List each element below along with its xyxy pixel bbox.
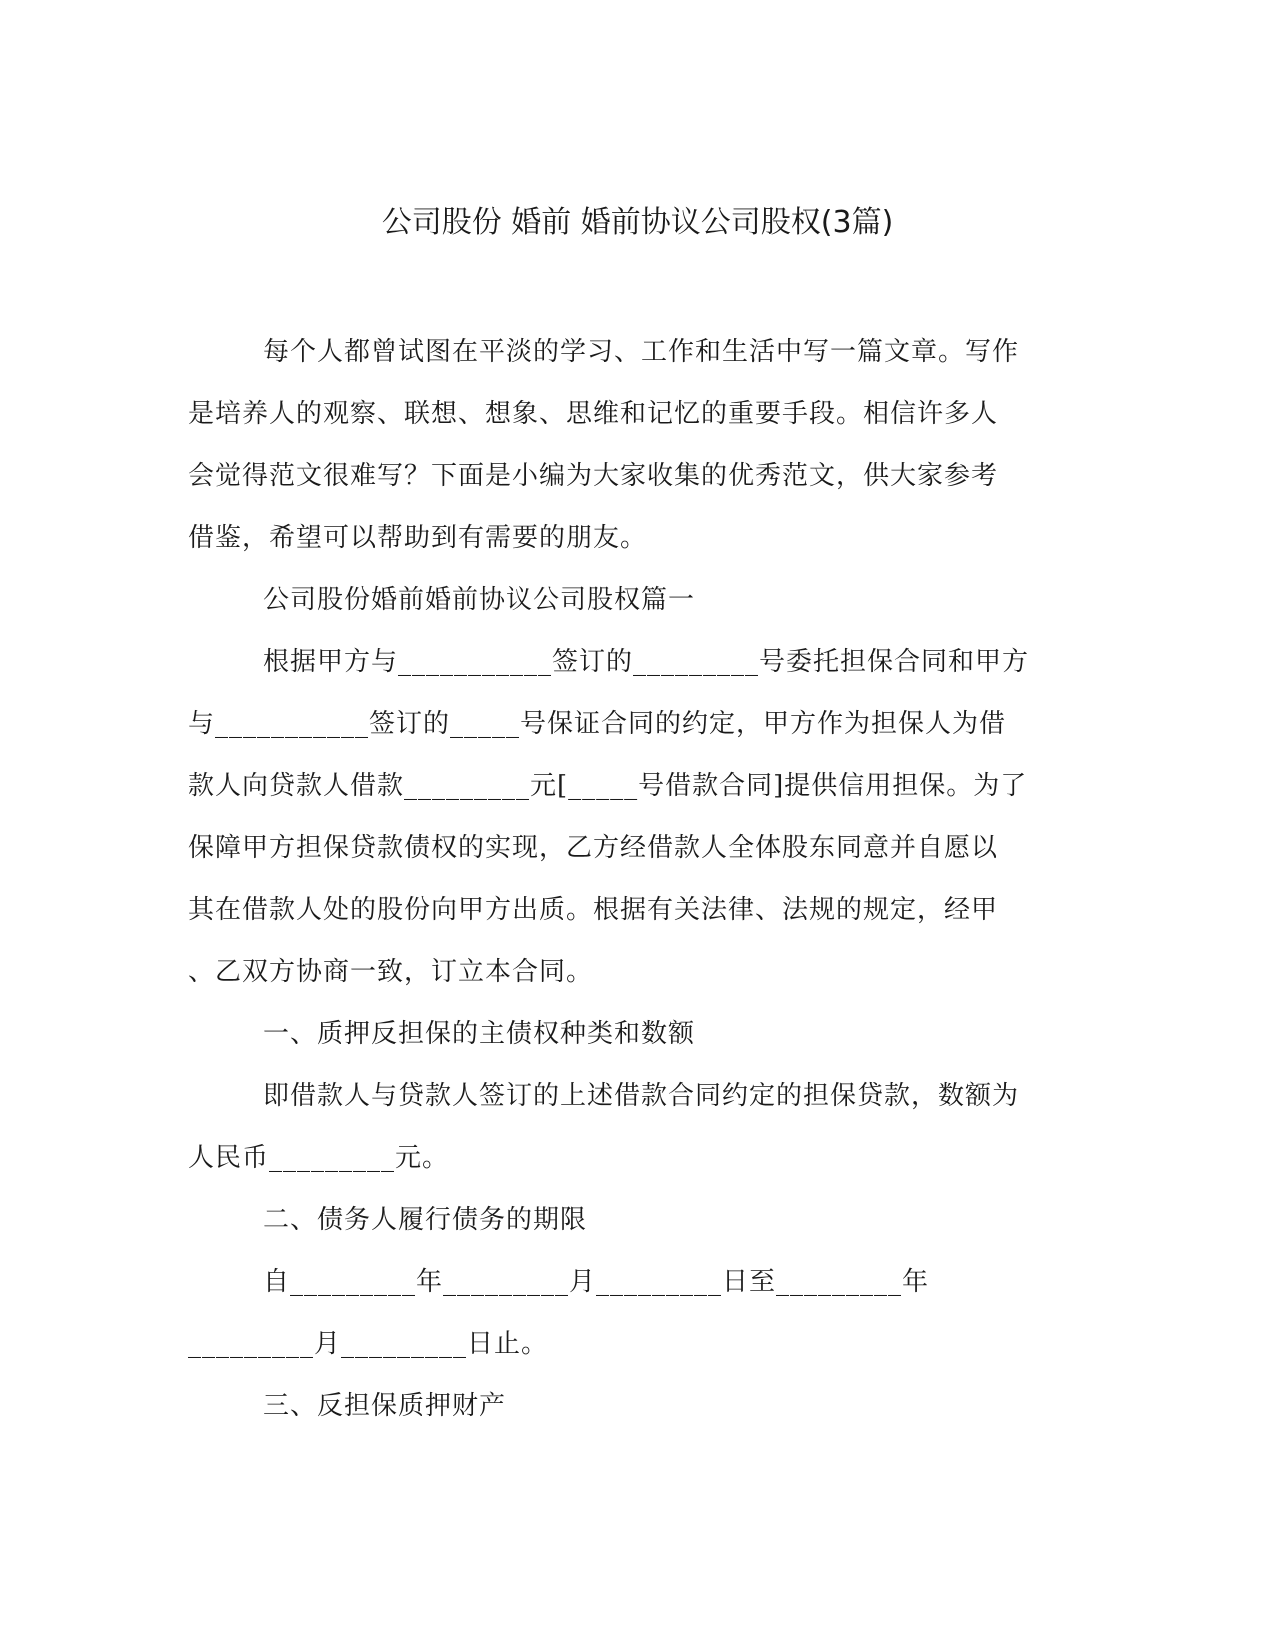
text-line: 即借款人与贷款人签订的上述借款合同约定的担保贷款，数额为 [263, 1081, 1020, 1111]
text-line: 其在借款人处的股份向甲方出质。根据有关法律、法规的规定，经甲 [188, 895, 999, 925]
text-line: 、乙双方协商一致，订立本合同。 [188, 957, 594, 987]
clause-heading: 一、质押反担保的主债权种类和数额 [263, 1019, 696, 1049]
text-line: 人民币_________元。 [188, 1143, 450, 1173]
section-heading: 公司股份婚前婚前协议公司股权篇一 [263, 585, 696, 615]
text-line: 与___________签订的_____号保证合同的约定，甲方作为担保人为借 [188, 709, 1007, 739]
text-line: 根据甲方与___________签订的_________号委托担保合同和甲方 [263, 647, 1030, 677]
text-line: 会觉得范文很难写？下面是小编为大家收集的优秀范文，供大家参考 [188, 461, 999, 491]
clause-heading: 二、债务人履行债务的期限 [263, 1205, 588, 1235]
text-line: 保障甲方担保贷款债权的实现，乙方经借款人全体股东同意并自愿以 [188, 833, 999, 863]
text-line: 每个人都曾试图在平淡的学习、工作和生活中写一篇文章。写作 [263, 337, 1020, 367]
text-line: 是培养人的观察、联想、想象、思维和记忆的重要手段。相信许多人 [188, 399, 999, 429]
clause-heading: 三、反担保质押财产 [263, 1391, 507, 1421]
document-title: 公司股份 婚前 婚前协议公司股权(3篇) [381, 205, 894, 240]
text-line: 借鉴，希望可以帮助到有需要的朋友。 [188, 523, 648, 553]
text-line: 自_________年_________月_________日至_________年 [263, 1267, 930, 1297]
text-line: 款人向贷款人借款_________元[_____号借款合同]提供信用担保。为了 [188, 771, 1028, 801]
document-body [188, 321, 1088, 1437]
text-line: _________月_________日止。 [188, 1329, 549, 1359]
